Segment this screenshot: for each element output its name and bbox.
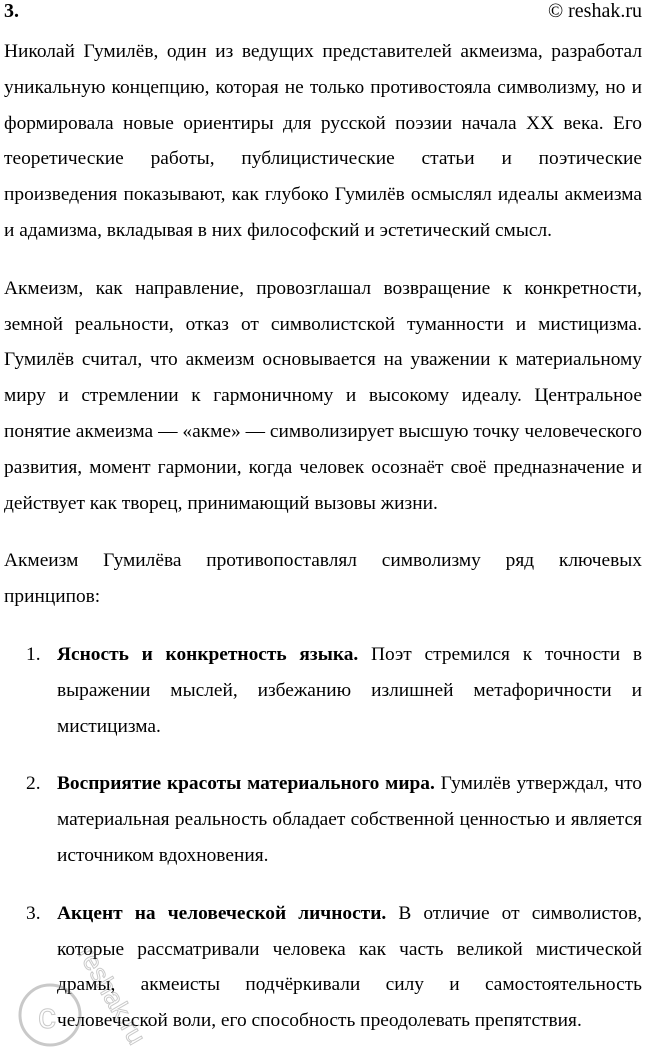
- list-number: 2.: [26, 773, 41, 795]
- site-credit: © reshak.ru: [547, 0, 642, 22]
- page-header: [4, 0, 642, 28]
- paragraph: Акмеизм, как направление, провозглашал возвращение к конкретности, земной реальности, отказ от символистской туманности и мистицизма. Гумилёв считал, что акмеизм основывается на уважении к материальному миру и стремлении к гармоничному и высокому идеалу. Центральное понятие акмеизма — «акме» — символизирует высшую точку человеческого развития, момент гармонии, когда человек осознаёт своё предназначение и действует как творец, принимающий вызовы жизни.: [4, 277, 642, 514]
- paragraph: Николай Гумилёв, один из ведущих представителей акмеизма, разработал уникальную концепцию, которая не только противостояла символизму, но и формировала новые ориентиры для русской поэзии начала XX века. Его теоретические работы, публицистические статьи и поэтические произведения показывают, как глубоко Гумилёв осмыслял идеалы акмеизма и адамизма, вкладывая в них философский и эстетический смысл.: [4, 41, 642, 241]
- item-text: Поэт стремился к точности в выражении мыслей, избежанию излишней метафоричности и мистицизма.: [57, 643, 642, 737]
- list-number: 3.: [26, 902, 41, 924]
- document-body: [4, 34, 642, 1061]
- list-item: [4, 766, 642, 873]
- svg-text:reshak.ru: reshak.ru: [72, 940, 153, 1050]
- list-item: [4, 637, 642, 744]
- item-text: В отличие от символистов, которые рассматривали человека как часть великой мистической драмы, акмеисты подчёркивали силу и самостоятельность человеческой воли, его способность преодолевать препятствия.: [57, 902, 642, 1032]
- svg-text:c: c: [38, 995, 56, 1036]
- task-number: 3.: [4, 0, 19, 22]
- watermark-logo: [10, 930, 153, 1050]
- item-title: Акцент на человеческой личности.: [57, 902, 387, 924]
- list-number: 1.: [26, 643, 41, 665]
- item-text: Гумилёв утверждал, что материальная реальность обладает собственной ценностью и является источником вдохновения.: [57, 773, 642, 866]
- item-title: Восприятие красоты материального мира.: [57, 773, 435, 795]
- item-title: Ясность и конкретность языка.: [57, 643, 359, 665]
- paragraph: Акмеизм Гумилёва противопоставлял символизму ряд ключевых принципов:: [4, 550, 642, 608]
